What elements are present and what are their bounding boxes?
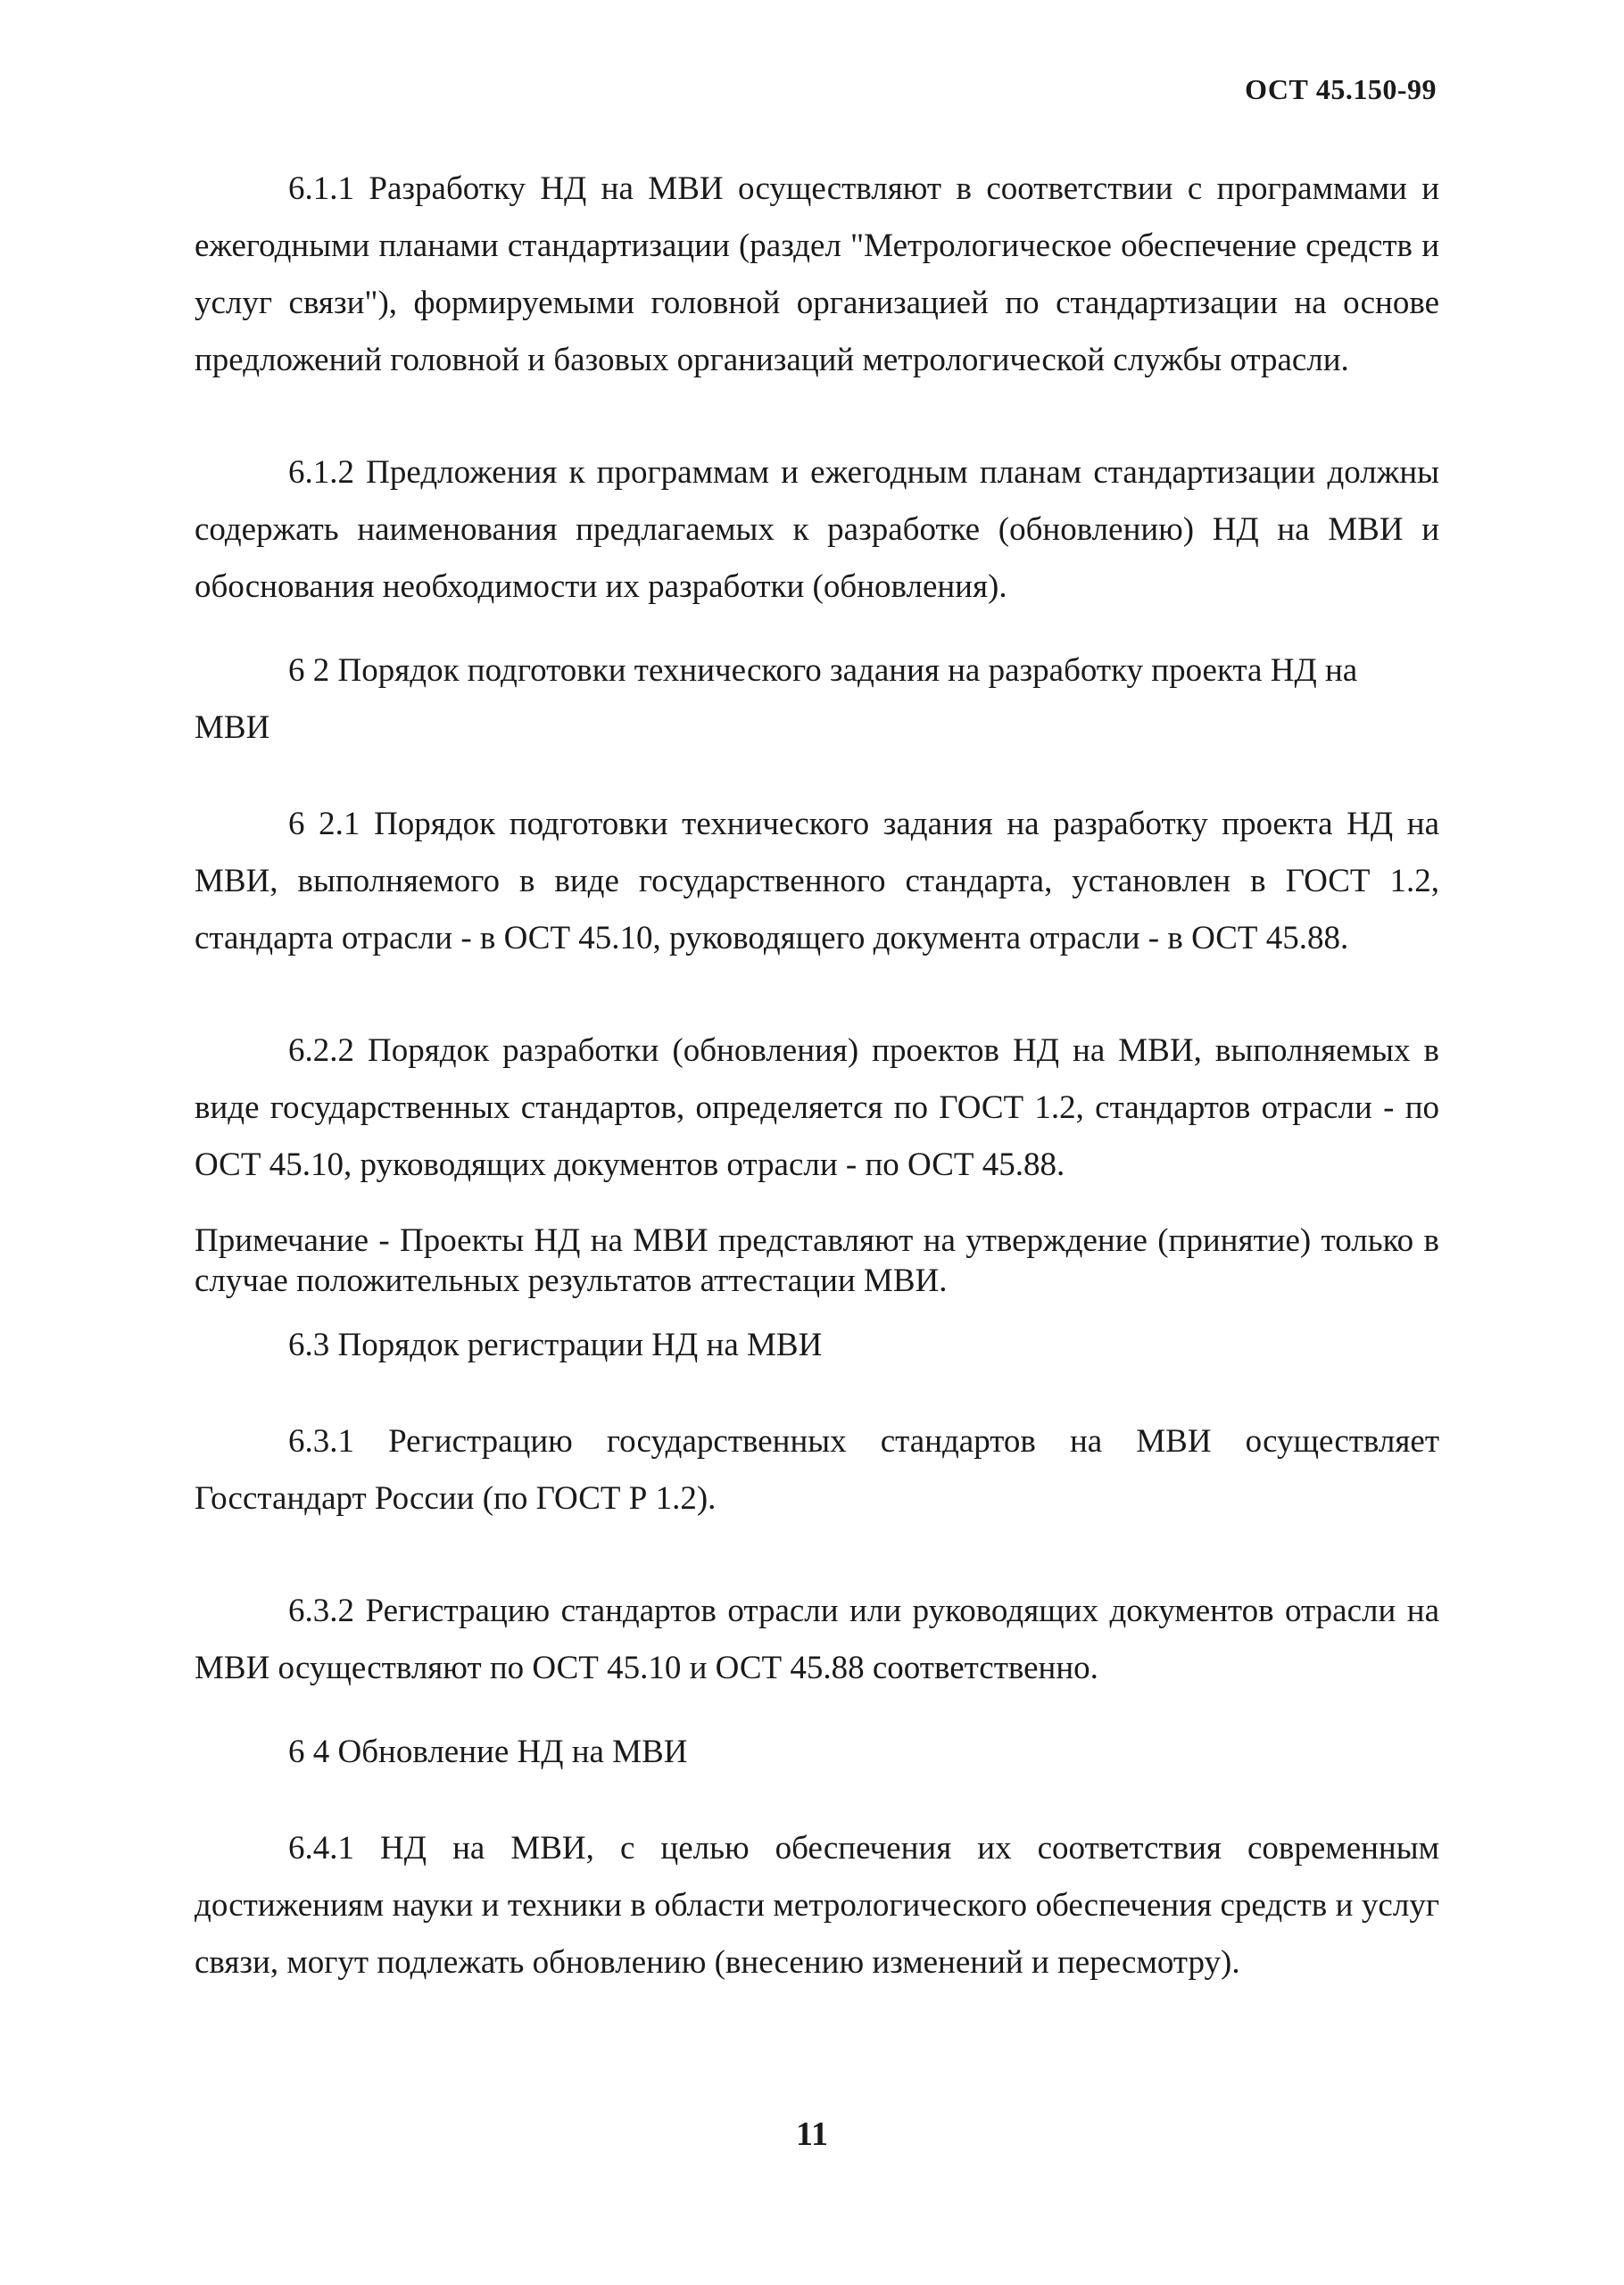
heading-6-2: 6 2 Порядок подготовки технического задания на разработку проекта НД на МВИ xyxy=(195,652,1358,746)
paragraph-6-2-2: 6.2.2 Порядок разработки (обновления) проектов НД на МВИ, выполняемых в виде государственных стандартов, определяется по ГОСТ 1.2, стандартов отрасли - по ОСТ 45.10, руководящих документов отрасли - по ОСТ 45.88. xyxy=(195,1032,1439,1183)
paragraph-6-1-1: 6.1.1 Разработку НД на МВИ осуществляют в соответствии с программами и ежегодными планами стандартизации (раздел "Метрологическое обеспечение средств и услуг связи"), формируемыми головной организацией по стандартизации на основе предложений головной и базовых организаций метрологической службы отрасли. xyxy=(195,170,1439,378)
document-body xyxy=(195,161,1439,1991)
heading-6-3: 6.3 Порядок регистрации НД на МВИ xyxy=(288,1327,823,1363)
heading-6-4: 6 4 Обновление НД на МВИ xyxy=(288,1734,688,1770)
note: Примечание - Проекты НД на МВИ представляют на утверждение (принятие) только в случае положительных результатов аттестации МВИ. xyxy=(195,1222,1439,1299)
paragraph-6-3-1: 6.3.1 Регистрацию государственных стандартов на МВИ осуществляет Госстандарт России (по ГОСТ Р 1.2). xyxy=(195,1423,1439,1517)
page-number: 11 xyxy=(796,2115,828,2153)
paragraph-6-3-2: 6.3.2 Регистрацию стандартов отрасли или руководящих документов отрасли на МВИ осуществляют по ОСТ 45.10 и ОСТ 45.88 соответственно. xyxy=(195,1593,1439,1686)
document-code: ОСТ 45.150-99 xyxy=(1245,73,1437,105)
paragraph-6-1-2: 6.1.2 Предложения к программам и ежегодным планам стандартизации должны содержать наименования предлагаемых к разработке (обновлению) НД на МВИ и обоснования необходимости их разработки (обновления). xyxy=(195,454,1439,605)
paragraph-6-4-1: 6.4.1 НД на МВИ, с целью обеспечения их соответствия современным достижениям науки и техники в области метрологического обеспечения средств и услуг связи, могут подлежать обновлению (внесению изменений и пересмотру). xyxy=(195,1830,1439,1981)
paragraph-6-2-1: 6 2.1 Порядок подготовки технического задания на разработку проекта НД на МВИ, выполняемого в виде государственного стандарта, установлен в ГОСТ 1.2, стандарта отрасли - в ОСТ 45.10, руководящего документа отрасли - в ОСТ 45.88. xyxy=(195,806,1439,956)
